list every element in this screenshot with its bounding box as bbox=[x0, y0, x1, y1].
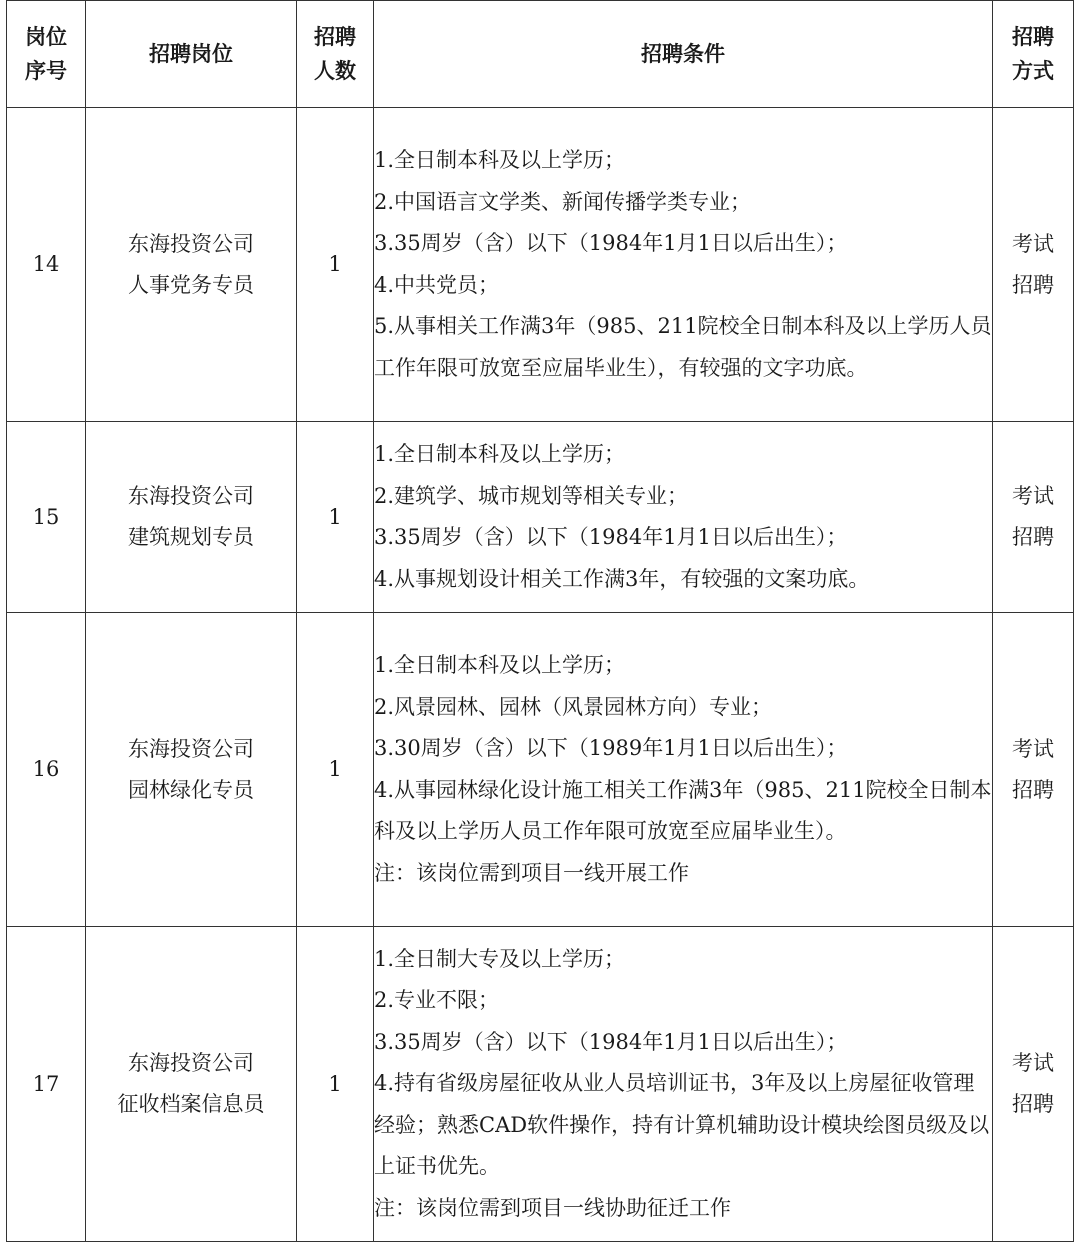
position-line1: 东海投资公司 bbox=[128, 231, 254, 256]
position-line2: 园林绿化专员 bbox=[128, 777, 254, 802]
method-line2: 招聘 bbox=[1012, 272, 1054, 297]
conditions-cell bbox=[374, 422, 993, 613]
recruitment-table bbox=[6, 0, 1074, 1242]
header-position: 招聘岗位 bbox=[86, 1, 297, 108]
condition-item: 3.35周岁（含）以下（1984年1月1日以后出生）； bbox=[374, 231, 848, 255]
method-line1: 考试 bbox=[1012, 484, 1054, 508]
method-line2: 招聘 bbox=[1012, 525, 1054, 549]
condition-item: 3.30周岁（含）以下（1989年1月1日以后出生）； bbox=[374, 736, 848, 760]
condition-item: 2.风景园林、园林（风景园林方向）专业； bbox=[374, 694, 773, 719]
seq-cell: 17 bbox=[7, 927, 86, 1242]
condition-item: 3.35周岁（含）以下（1984年1月1日以后出生）； bbox=[374, 1029, 848, 1054]
condition-item: 4.从事园林绿化设计施工相关工作满3年（985、211院校全日制本科及以上学历人员工作年限可放宽至应届毕业生）。 bbox=[374, 777, 992, 843]
header-seq bbox=[7, 1, 86, 108]
method-cell bbox=[993, 927, 1074, 1242]
count-cell: 1 bbox=[297, 613, 374, 927]
method-line1: 考试 bbox=[1012, 1051, 1054, 1075]
header-seq-line1: 岗位 bbox=[25, 25, 67, 49]
header-count-line2: 人数 bbox=[314, 59, 356, 83]
condition-item: 1.全日制本科及以上学历； bbox=[374, 653, 626, 677]
condition-item: 1.全日制大专及以上学历； bbox=[374, 946, 626, 971]
seq-cell: 14 bbox=[7, 108, 86, 422]
method-cell bbox=[993, 613, 1074, 927]
seq-cell: 16 bbox=[7, 613, 86, 927]
header-seq-line2: 序号 bbox=[25, 59, 67, 83]
position-line2: 建筑规划专员 bbox=[128, 525, 254, 549]
header-count-line1: 招聘 bbox=[314, 25, 356, 49]
count-cell: 1 bbox=[297, 422, 374, 613]
table-row bbox=[7, 108, 1074, 422]
method-cell bbox=[993, 422, 1074, 613]
condition-item: 5.从事相关工作满3年（985、211院校全日制本科及以上学历人员工作年限可放宽至应届毕业生），有较强的文字功底。 bbox=[374, 314, 992, 380]
position-line1: 东海投资公司 bbox=[128, 484, 254, 508]
condition-item: 2.专业不限； bbox=[374, 988, 500, 1013]
condition-note: 注：该岗位需到项目一线开展工作 bbox=[374, 860, 689, 885]
header-conditions: 招聘条件 bbox=[374, 1, 993, 108]
condition-item: 2.中国语言文学类、新闻传播学类专业； bbox=[374, 189, 752, 214]
condition-note: 注：该岗位需到项目一线协助征迁工作 bbox=[374, 1195, 731, 1220]
method-line1: 考试 bbox=[1012, 231, 1054, 256]
method-line1: 考试 bbox=[1012, 736, 1054, 761]
position-line2: 人事党务专员 bbox=[128, 272, 254, 297]
position-line1: 东海投资公司 bbox=[128, 736, 254, 761]
seq-cell: 15 bbox=[7, 422, 86, 613]
header-method-line1: 招聘 bbox=[1012, 25, 1054, 49]
condition-item: 3.35周岁（含）以下（1984年1月1日以后出生）； bbox=[374, 525, 848, 549]
position-cell bbox=[86, 422, 297, 613]
condition-item: 1.全日制本科及以上学历； bbox=[374, 442, 626, 466]
method-line2: 招聘 bbox=[1012, 777, 1054, 802]
table-row bbox=[7, 927, 1074, 1242]
condition-item: 1.全日制本科及以上学历； bbox=[374, 148, 626, 172]
header-method bbox=[993, 1, 1074, 108]
header-count bbox=[297, 1, 374, 108]
header-method-line2: 方式 bbox=[1012, 59, 1054, 83]
count-cell: 1 bbox=[297, 927, 374, 1242]
table-row bbox=[7, 613, 1074, 927]
condition-item: 4.中共党员； bbox=[374, 272, 500, 297]
conditions-cell bbox=[374, 927, 993, 1242]
position-cell bbox=[86, 613, 297, 927]
condition-item: 4.从事规划设计相关工作满3年，有较强的文案功底。 bbox=[374, 566, 870, 591]
condition-item: 2.建筑学、城市规划等相关专业； bbox=[374, 483, 689, 508]
table-header-row bbox=[7, 1, 1074, 108]
table-row bbox=[7, 422, 1074, 613]
position-line1: 东海投资公司 bbox=[128, 1051, 254, 1075]
conditions-cell bbox=[374, 108, 993, 422]
method-line2: 招聘 bbox=[1012, 1092, 1054, 1116]
conditions-cell bbox=[374, 613, 993, 927]
position-line2: 征收档案信息员 bbox=[117, 1092, 265, 1116]
method-cell bbox=[993, 108, 1074, 422]
condition-item: 4.持有省级房屋征收从业人员培训证书，3年及以上房屋征收管理经验；熟悉CAD软件操作，持有计算机辅助设计模块绘图员级及以上证书优先。 bbox=[374, 1071, 990, 1179]
position-cell bbox=[86, 927, 297, 1242]
count-cell: 1 bbox=[297, 108, 374, 422]
position-cell bbox=[86, 108, 297, 422]
